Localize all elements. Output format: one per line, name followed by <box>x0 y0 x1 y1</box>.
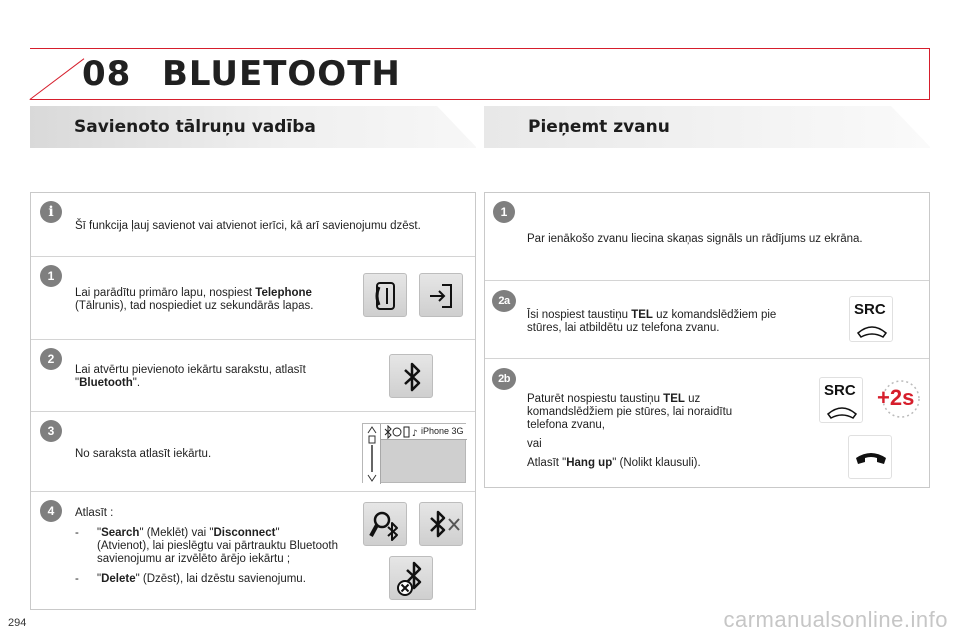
arrow-into-box-icon <box>420 274 464 318</box>
step-1-text-a: Lai parādītu primāro lapu, nospiest <box>75 287 256 299</box>
step-2-text-c: ". <box>132 377 141 389</box>
step-2b-sel-a: Atlasīt " <box>527 457 567 469</box>
step-badge-2: 2 <box>40 348 62 370</box>
right-panel <box>484 192 930 488</box>
item-1-rest: (Atvienot), lai pieslēgtu vai pārtrauktu Bluetooth savienojumu ar izvēlēto ārējo iekārtu ; <box>97 540 338 565</box>
item-2-text-1: " (Dzēst), lai dzēstu savienojumu. <box>135 573 306 585</box>
bluetooth-button[interactable] <box>389 354 433 398</box>
hang-up-label: Hang up <box>566 457 613 469</box>
step-3-text: No saraksta atlasīt iekārtu. <box>75 448 212 460</box>
search-label: Search <box>101 527 140 539</box>
bluetooth-delete-icon <box>390 557 434 601</box>
step-2a-tel: TEL <box>631 309 653 321</box>
right-section-title: Pieņemt zvanu <box>528 117 670 137</box>
item-1-quote: " <box>97 527 102 539</box>
step-2a-text-c: uz komandslēdžiem pie stūres, lai atbildētu uz telefona zvanu. <box>527 309 777 334</box>
device-list-screen <box>362 423 466 483</box>
answer-step-2a-text <box>527 309 797 335</box>
item-2-dash: - <box>75 573 79 585</box>
hold-2s-label: +2s <box>877 385 915 410</box>
answer-step-2b-row <box>485 358 929 489</box>
screen-scrollbar[interactable] <box>363 424 381 484</box>
src-label-2: SRC <box>824 382 856 399</box>
left-section-title: Savienoto tālruņu vadība <box>74 117 316 137</box>
src-tel-hold-button[interactable] <box>819 377 863 423</box>
step-2-text <box>75 364 365 390</box>
device-status-icons <box>383 425 421 439</box>
bluetooth-icon <box>390 355 434 399</box>
item-1-text-2: " <box>275 527 280 539</box>
disconnect-button[interactable] <box>419 502 463 546</box>
phone-handset-icon <box>364 274 408 318</box>
answer-step-1-row <box>485 193 929 280</box>
handset-icon-2 <box>820 402 864 422</box>
answer-step-2b-text <box>527 393 767 477</box>
answer-step-1-text: Par ienākošo zvanu liecina skaņas signāls un rādījums uz ekrāna. <box>527 233 863 245</box>
src-label: SRC <box>854 301 886 318</box>
step-4-item-delete <box>75 573 360 586</box>
step-2b-text-c: uz komandslēdžiem pie stūres, lai noraidītu telefona zvanu, <box>527 393 733 431</box>
info-row <box>31 193 475 256</box>
step-2b-main <box>527 393 767 432</box>
delete-label: Delete <box>101 573 136 585</box>
step-2-row <box>31 339 475 411</box>
watermark: carmanualsonline.info <box>723 607 948 632</box>
answer-step-2a-row <box>485 280 929 358</box>
hang-up-icon <box>849 436 893 480</box>
hold-2s-indicator <box>871 377 923 421</box>
search-bluetooth-icon <box>364 503 408 547</box>
chapter-number: 08 <box>82 54 132 94</box>
secondary-page-button[interactable] <box>419 273 463 317</box>
device-name: iPhone 3G <box>421 426 464 436</box>
step-2b-select <box>527 457 767 470</box>
left-panel <box>30 192 476 610</box>
chapter-title: BLUETOOTH <box>162 54 401 94</box>
telephone-button[interactable] <box>363 273 407 317</box>
step-4-row <box>31 491 475 611</box>
step-badge-4: 4 <box>40 500 62 522</box>
step-1-text-c: (Tālrunis), tad nospiediet uz sekundārās lapas. <box>75 300 314 312</box>
page-number: 294 <box>8 617 27 629</box>
delete-button[interactable] <box>389 556 433 600</box>
handset-icon <box>850 321 894 341</box>
step-1-telephone: Telephone <box>255 287 312 299</box>
step-badge-1: 1 <box>40 265 62 287</box>
answer-badge-2a: 2a <box>492 290 516 312</box>
chapter-header <box>30 48 930 100</box>
step-2-text-a: Lai atvērtu pievienoto iekārtu sarakstu, atlasīt " <box>75 364 306 389</box>
item-2-quote: " <box>97 573 102 585</box>
step-2b-text-a: Paturēt nospiestu taustiņu <box>527 393 664 405</box>
selected-device-item[interactable] <box>381 424 467 440</box>
svg-text:♪: ♪ <box>412 429 418 439</box>
step-2-bluetooth: Bluetooth <box>79 377 133 389</box>
step-2b-tel: TEL <box>663 393 685 405</box>
step-1-row <box>31 256 475 339</box>
step-4-text <box>75 507 360 586</box>
answer-badge-2b: 2b <box>492 368 516 390</box>
item-1-text-1: " (Meklēt) vai " <box>139 527 214 539</box>
step-2a-text-a: Īsi nospiest taustiņu <box>527 309 632 321</box>
item-1-dash: - <box>75 527 79 539</box>
step-4-item-search <box>75 527 360 566</box>
step-2b-or: vai <box>527 438 542 450</box>
src-tel-button[interactable] <box>849 296 893 342</box>
scroll-arrows-icon <box>363 424 381 484</box>
step-3-row <box>31 411 475 491</box>
search-connect-button[interactable] <box>363 502 407 546</box>
answer-badge-1: 1 <box>493 201 515 223</box>
info-badge: i <box>40 201 62 223</box>
step-2b-sel-c: " (Nolikt klausuli). <box>612 457 701 469</box>
step-badge-3: 3 <box>40 420 62 442</box>
disconnect-label: Disconnect <box>213 527 276 539</box>
step-1-text <box>75 287 345 313</box>
step-4-intro: Atlasīt : <box>75 507 114 519</box>
info-text: Šī funkcija ļauj savienot vai atvienot ierīci, kā arī savienojumu dzēst. <box>75 220 421 232</box>
bluetooth-disconnect-icon <box>420 503 464 547</box>
hang-up-button[interactable] <box>848 435 892 479</box>
